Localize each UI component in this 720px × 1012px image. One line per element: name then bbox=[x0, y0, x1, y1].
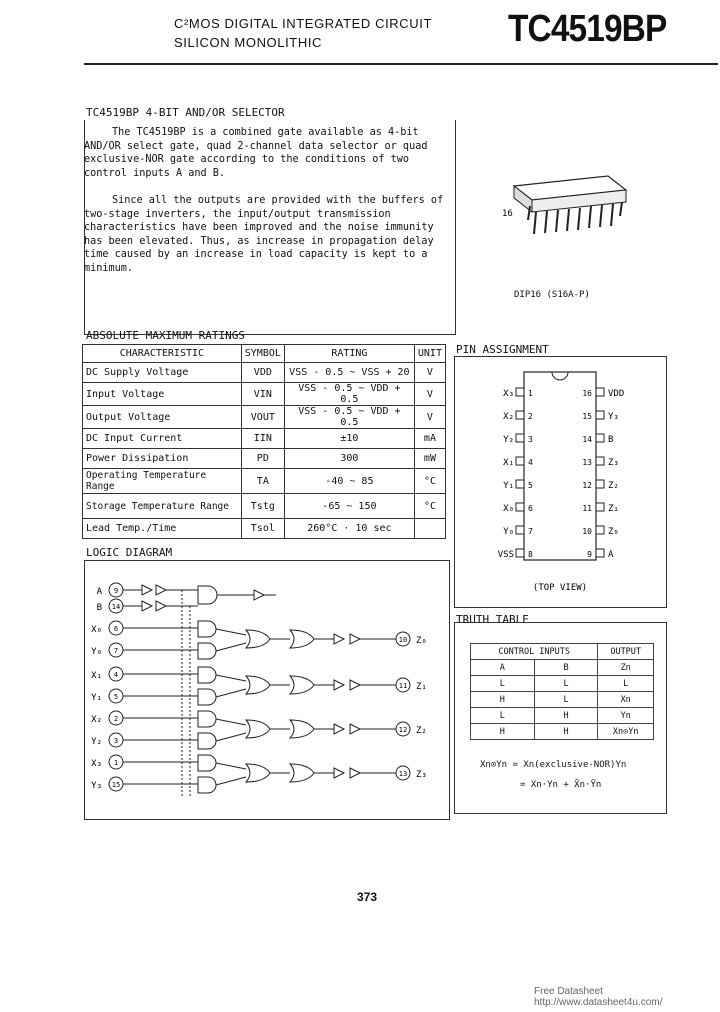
logic-and-gate bbox=[198, 733, 216, 749]
package-pin-label: 16 bbox=[502, 209, 513, 219]
amr-cell: 260°C · 10 sec bbox=[284, 519, 414, 539]
amr-header-2: RATING bbox=[284, 345, 414, 363]
logic-and-gate bbox=[198, 755, 216, 771]
pin-left-number: 8 bbox=[528, 550, 533, 559]
logic-input-label: B bbox=[96, 603, 102, 613]
pin-left-number: 6 bbox=[528, 504, 533, 513]
logic-and-gate bbox=[198, 777, 216, 793]
table-row bbox=[471, 692, 654, 708]
logic-xnor-gate bbox=[290, 630, 314, 648]
description-title: TC4519BP 4-BIT AND/OR SELECTOR bbox=[86, 106, 285, 119]
logic-output-number: 12 bbox=[398, 726, 408, 734]
pin-left-box bbox=[516, 503, 524, 511]
logic-or-gate bbox=[246, 676, 270, 694]
pin-left-label: VSS bbox=[497, 550, 514, 560]
amr-cell: mW bbox=[414, 449, 445, 469]
amr-cell: ±10 bbox=[284, 429, 414, 449]
amr-cell: VOUT bbox=[241, 406, 284, 429]
logic-inverter bbox=[334, 768, 344, 778]
pin-left-box bbox=[516, 549, 524, 557]
pin-right-label: A bbox=[608, 550, 614, 560]
logic-input-number: 2 bbox=[113, 715, 119, 723]
header-line1: C²MOS DIGITAL INTEGRATED CIRCUIT bbox=[174, 16, 433, 31]
logic-output-label: Z₂ bbox=[416, 726, 427, 736]
logic-input-number: 6 bbox=[113, 625, 119, 633]
amr-cell: VSS - 0.5 ~ VDD + 0.5 bbox=[284, 406, 414, 429]
table-row bbox=[83, 494, 446, 519]
tt-sub-a: A bbox=[471, 660, 535, 676]
pin-left-box bbox=[516, 434, 524, 442]
pin-caption: (TOP VIEW) bbox=[532, 583, 588, 593]
pin-right-label: Z₃ bbox=[608, 458, 619, 468]
amr-cell: VIN bbox=[241, 383, 284, 406]
logic-and-gate bbox=[198, 667, 216, 683]
pin-right-label: VDD bbox=[608, 389, 625, 399]
logic-input-label: X₁ bbox=[91, 671, 102, 681]
pin-right-label: Z₀ bbox=[608, 527, 619, 537]
logic-and-gate bbox=[198, 586, 217, 604]
pin-right-box bbox=[596, 480, 604, 488]
description-para2: Since all the outputs are provided with the buffers of two-stage inverters, the input/output transmission characteristics have been improved and the noise immunity has been elevated. Thus, as increase in propagation delay time caused by an increase in load capacity is kept to a minimum. bbox=[84, 195, 444, 274]
pin-right-box bbox=[596, 434, 604, 442]
logic-input-label: X₂ bbox=[91, 715, 102, 725]
tt-cell: L bbox=[534, 692, 598, 708]
logic-input-label: Y₀ bbox=[91, 647, 102, 657]
tt-cell: Yn bbox=[598, 708, 654, 724]
amr-cell: mA bbox=[414, 429, 445, 449]
tt-sub-b: B bbox=[534, 660, 598, 676]
pin-right-number: 10 bbox=[582, 527, 592, 536]
amr-cell: 300 bbox=[284, 449, 414, 469]
tt-cell: H bbox=[471, 692, 535, 708]
pin-left-number: 3 bbox=[528, 435, 533, 444]
amr-cell: -40 ~ 85 bbox=[284, 469, 414, 494]
pin-left-label: X₀ bbox=[503, 504, 514, 514]
header-rule bbox=[84, 63, 718, 65]
pin-left-number: 1 bbox=[528, 389, 533, 398]
pin-right-number: 9 bbox=[587, 550, 592, 559]
logic-input-number: 4 bbox=[113, 671, 119, 679]
table-row bbox=[83, 429, 446, 449]
amr-cell: Input Voltage bbox=[83, 383, 242, 406]
abs-max-title: ABSOLUTE MAXIMUM RATINGS bbox=[86, 329, 245, 342]
pin-right-number: 16 bbox=[582, 389, 592, 398]
table-row bbox=[83, 449, 446, 469]
logic-output-number: 13 bbox=[398, 770, 408, 778]
tt-cell: H bbox=[534, 708, 598, 724]
logic-output-label: Z₀ bbox=[416, 636, 427, 646]
logic-input-label: X₃ bbox=[91, 759, 102, 769]
tt-cell: H bbox=[534, 724, 598, 740]
logic-wire bbox=[216, 763, 246, 769]
pin-left-label: X₂ bbox=[503, 412, 514, 422]
header-line2: SILICON MONOLITHIC bbox=[174, 35, 323, 50]
logic-and-gate bbox=[198, 643, 216, 659]
amr-cell: V bbox=[414, 383, 445, 406]
amr-cell: Storage Temperature Range bbox=[83, 494, 242, 519]
amr-cell: °C bbox=[414, 469, 445, 494]
pin-right-label: Z₂ bbox=[608, 481, 619, 491]
pin-right-number: 13 bbox=[582, 458, 592, 467]
abs-max-table bbox=[82, 344, 446, 539]
pin-right-number: 14 bbox=[582, 435, 592, 444]
tt-header-control: CONTROL INPUTS bbox=[471, 644, 598, 660]
pin-right-label: Y₃ bbox=[608, 412, 619, 422]
pin-right-number: 15 bbox=[582, 412, 592, 421]
table-row bbox=[471, 708, 654, 724]
logic-input-label: Y₂ bbox=[91, 737, 102, 747]
pin-right-label: B bbox=[608, 435, 614, 445]
logic-buffer bbox=[142, 601, 152, 611]
logic-input-label: A bbox=[96, 587, 102, 597]
logic-and-gate bbox=[198, 689, 216, 705]
pin-left-number: 5 bbox=[528, 481, 533, 490]
pin-diagram bbox=[456, 358, 664, 604]
table-row bbox=[83, 469, 446, 494]
tt-cell: Xn⊙Yn bbox=[598, 724, 654, 740]
tt-cell: H bbox=[471, 724, 535, 740]
amr-cell: Power Dissipation bbox=[83, 449, 242, 469]
logic-wire bbox=[216, 777, 246, 785]
amr-cell: Output Voltage bbox=[83, 406, 242, 429]
logic-inverter bbox=[254, 590, 264, 600]
logic-input-label: X₀ bbox=[91, 625, 102, 635]
amr-cell: VSS - 0.5 ~ VDD + 0.5 bbox=[284, 383, 414, 406]
amr-header-0: CHARACTERISTIC bbox=[83, 345, 242, 363]
tt-cell: L bbox=[534, 676, 598, 692]
table-row bbox=[83, 519, 446, 539]
logic-inverter bbox=[350, 724, 360, 734]
logic-input-number: 3 bbox=[113, 737, 119, 745]
logic-inverter bbox=[350, 768, 360, 778]
logic-buffer bbox=[142, 585, 152, 595]
pin-left-box bbox=[516, 388, 524, 396]
logic-output-number: 11 bbox=[398, 682, 408, 690]
logic-xnor-gate bbox=[290, 676, 314, 694]
amr-cell: Operating Temperature Range bbox=[83, 469, 242, 494]
pin-left-label: X₁ bbox=[503, 458, 514, 468]
pin-left-box bbox=[516, 457, 524, 465]
table-row bbox=[83, 383, 446, 406]
logic-xnor-gate bbox=[290, 764, 314, 782]
amr-cell: V bbox=[414, 406, 445, 429]
logic-input-number: 15 bbox=[111, 781, 121, 789]
logic-input-label: Y₃ bbox=[91, 781, 102, 791]
logic-input-number: 14 bbox=[111, 603, 121, 611]
tt-sub-zn: Zn bbox=[598, 660, 654, 676]
pin-right-box bbox=[596, 549, 604, 557]
logic-wire bbox=[216, 643, 246, 651]
tt-cell: Xn bbox=[598, 692, 654, 708]
pin-left-number: 7 bbox=[528, 527, 533, 536]
table-row bbox=[83, 406, 446, 429]
logic-buffer bbox=[156, 601, 166, 611]
logic-or-gate bbox=[246, 764, 270, 782]
pin-left-label: Y₀ bbox=[503, 527, 514, 537]
tt-cell: L bbox=[471, 676, 535, 692]
logic-wire bbox=[216, 689, 246, 697]
pin-right-box bbox=[596, 526, 604, 534]
pin-left-label: Y₁ bbox=[503, 481, 514, 491]
logic-buffer bbox=[156, 585, 166, 595]
logic-output-number: 10 bbox=[398, 636, 408, 644]
table-row bbox=[471, 676, 654, 692]
amr-cell: DC Supply Voltage bbox=[83, 363, 242, 383]
amr-header-1: SYMBOL bbox=[241, 345, 284, 363]
page-number: 373 bbox=[357, 890, 378, 904]
package-drawing bbox=[500, 170, 630, 250]
pin-right-number: 11 bbox=[582, 504, 592, 513]
pin-right-box bbox=[596, 411, 604, 419]
logic-inverter bbox=[334, 634, 344, 644]
amr-cell: -65 ~ 150 bbox=[284, 494, 414, 519]
logic-diagram bbox=[86, 562, 446, 816]
amr-cell: PD bbox=[241, 449, 284, 469]
amr-cell: VDD bbox=[241, 363, 284, 383]
logic-input-number: 9 bbox=[113, 587, 119, 595]
pin-right-number: 12 bbox=[582, 481, 592, 490]
amr-cell: Lead Temp./Time bbox=[83, 519, 242, 539]
logic-or-gate bbox=[246, 720, 270, 738]
logic-output-label: Z₃ bbox=[416, 770, 427, 780]
amr-cell: DC Input Current bbox=[83, 429, 242, 449]
logic-input-number: 5 bbox=[113, 693, 119, 701]
logic-wire bbox=[216, 675, 246, 681]
pin-right-box bbox=[596, 503, 604, 511]
pin-right-box bbox=[596, 388, 604, 396]
amr-cell: V bbox=[414, 363, 445, 383]
truth-table-eq1: Xn⊙Yn = Xn(exclusive-NOR)Yn bbox=[480, 760, 627, 770]
package-caption: DIP16 (S16A-P) bbox=[514, 290, 590, 300]
pin-left-label: X₃ bbox=[503, 389, 514, 399]
amr-cell: °C bbox=[414, 494, 445, 519]
logic-input-number: 1 bbox=[113, 759, 119, 767]
pin-left-label: Y₂ bbox=[503, 435, 514, 445]
description-text bbox=[84, 126, 450, 289]
logic-input-number: 7 bbox=[113, 647, 119, 655]
pin-left-number: 2 bbox=[528, 412, 533, 421]
table-row bbox=[83, 363, 446, 383]
footer-link[interactable]: Free Datasheet http://www.datasheet4u.com/ bbox=[534, 986, 663, 1008]
tt-cell: L bbox=[471, 708, 535, 724]
logic-or-gate bbox=[246, 630, 270, 648]
pin-assignment-title: PIN ASSIGNMENT bbox=[456, 343, 549, 356]
amr-cell: VSS - 0.5 ~ VSS + 20 bbox=[284, 363, 414, 383]
logic-and-gate bbox=[198, 621, 216, 637]
amr-header-3: UNIT bbox=[414, 345, 445, 363]
logic-input-label: Y₁ bbox=[91, 693, 102, 703]
logic-and-gate bbox=[198, 711, 216, 727]
amr-cell: Tsol bbox=[241, 519, 284, 539]
pin-left-box bbox=[516, 480, 524, 488]
tt-cell: L bbox=[598, 676, 654, 692]
truth-table-title: TRUTH TABLE bbox=[456, 613, 529, 626]
truth-table-eq2: = Xn·Yn + X̄n·Ȳn bbox=[520, 780, 602, 790]
logic-output-label: Z₁ bbox=[416, 682, 427, 692]
tt-header-output: OUTPUT bbox=[598, 644, 654, 660]
logic-xnor-gate bbox=[290, 720, 314, 738]
logic-wire bbox=[216, 719, 246, 725]
table-row bbox=[471, 724, 654, 740]
logic-inverter bbox=[334, 724, 344, 734]
pin-left-box bbox=[516, 411, 524, 419]
pin-left-number: 4 bbox=[528, 458, 533, 467]
pin-left-box bbox=[516, 526, 524, 534]
amr-cell: IIN bbox=[241, 429, 284, 449]
amr-cell: Tstg bbox=[241, 494, 284, 519]
logic-wire bbox=[216, 629, 246, 635]
logic-inverter bbox=[350, 634, 360, 644]
pin-right-label: Z₁ bbox=[608, 504, 619, 514]
description-para1: The TC4519BP is a combined gate available as 4-bit AND/OR select gate, quad 2-channel data selector or quad exclusive-NOR gate according to the conditions of two control inputs A and B. bbox=[84, 127, 428, 179]
amr-cell: TA bbox=[241, 469, 284, 494]
part-number: TC4519BP bbox=[508, 8, 667, 50]
amr-cell bbox=[414, 519, 445, 539]
logic-inverter bbox=[334, 680, 344, 690]
logic-wire bbox=[216, 733, 246, 741]
truth-table bbox=[470, 643, 654, 740]
logic-inverter bbox=[350, 680, 360, 690]
logic-diagram-title: LOGIC DIAGRAM bbox=[86, 546, 173, 559]
pin-right-box bbox=[596, 457, 604, 465]
